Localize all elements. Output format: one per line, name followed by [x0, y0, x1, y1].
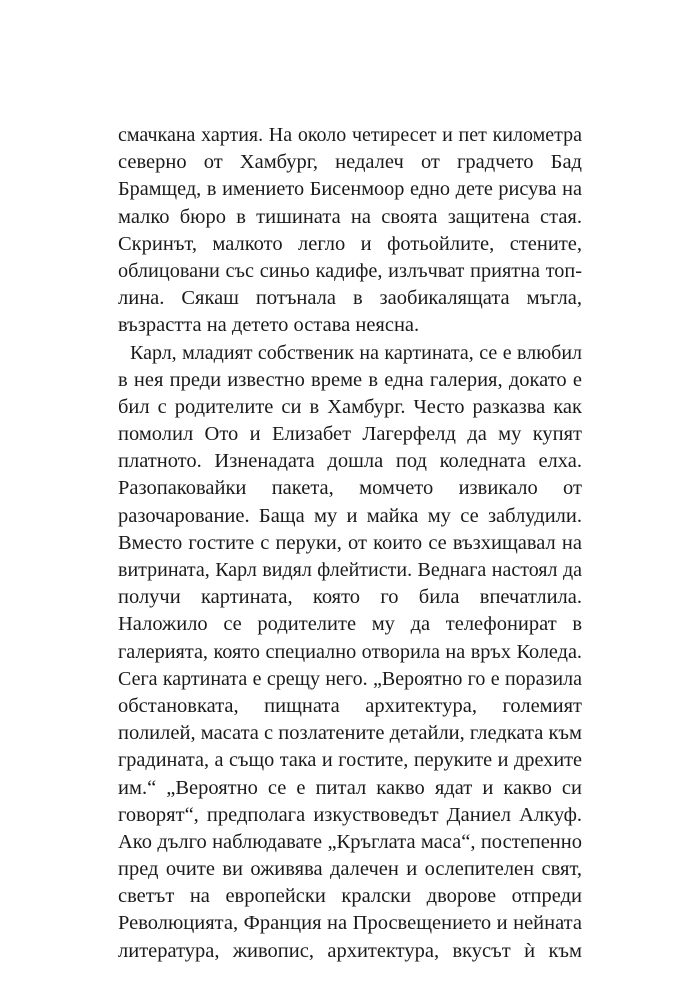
text-line: литература, живопис, архитектура, вкусът ѝ към	[118, 939, 582, 962]
text-line: Ако дълго наблюдавате „Кръглата маса“, постепенно	[118, 830, 582, 853]
text-line: пред очите ви оживява далечен и ослепителен свят,	[118, 858, 582, 881]
paragraph-2	[118, 340, 582, 965]
text-line: в нея преди известно време в една галерия, докато е	[118, 368, 582, 391]
text-line: помолил Ото и Елизабет Лагерфелд да му купят	[118, 423, 582, 446]
text-line: галерията, която специално отворила на връх Коледа.	[118, 640, 582, 663]
text-line: Разопаковайки пакета, момчето извикало от	[118, 477, 582, 500]
text-line: обстановката, пищната архитектура, големият	[118, 694, 582, 717]
text-line: получи картината, която го била впечатлила.	[118, 586, 582, 609]
text-line: Скринът, малкото легло и фотьойлите, стените,	[118, 232, 582, 255]
text-line: полилей, масата с позлатените детайли, гледката към	[118, 722, 582, 745]
text-line: Карл, младият собственик на картината, се е влюбил	[130, 341, 582, 364]
text-line: малко бюро в тишината на своята защитена стая.	[118, 205, 582, 228]
text-line: витрината, Карл видял флейтисти. Веднага настоял да	[118, 559, 582, 581]
text-line: говорят“, предполага изкуствоведът Даниел Алкуф.	[118, 803, 582, 826]
text-line: градината, а също така и гостите, перуките и дрехите	[118, 749, 582, 772]
text-line: лина. Сякаш потънала в заобикалящата мъгла,	[118, 287, 582, 310]
text-line: светът на европейски кралски дворове отпреди	[118, 885, 582, 908]
text-line: Революцията, Франция на Просвещението и нейната	[118, 912, 582, 935]
text-line: Наложило се родителите му да телефонират в	[118, 613, 582, 636]
paragraph-1	[118, 122, 582, 340]
text-line: им.“ „Вероятно се е питал какво ядат и какво си	[118, 776, 582, 799]
text-line: разочарование. Баща му и майка му се заблудили.	[118, 504, 582, 527]
text-line: Вместо гостите с перуки, от които се възхищавал на	[118, 531, 582, 554]
text-line: Брамщед, в имението Бисенмоор едно дете рисува на	[118, 178, 582, 201]
text-line: платното. Изненадата дошла под коледната елха.	[118, 450, 582, 473]
text-line: облицовани със синьо кадифе, излъчват приятна топ-	[118, 259, 582, 282]
text-line: Сега картината е срещу него. „Вероятно го е поразила	[118, 667, 582, 690]
text-line: бил с родителите си в Хамбург. Често разказва как	[118, 395, 582, 418]
text-line: смачкана хартия. На около четиресет и пет километра	[118, 124, 582, 146]
text-line: възрастта на детето остава неясна.	[118, 314, 420, 337]
body-text	[118, 122, 582, 965]
text-line: северно от Хамбург, недалеч от градчето Бад	[118, 151, 582, 174]
